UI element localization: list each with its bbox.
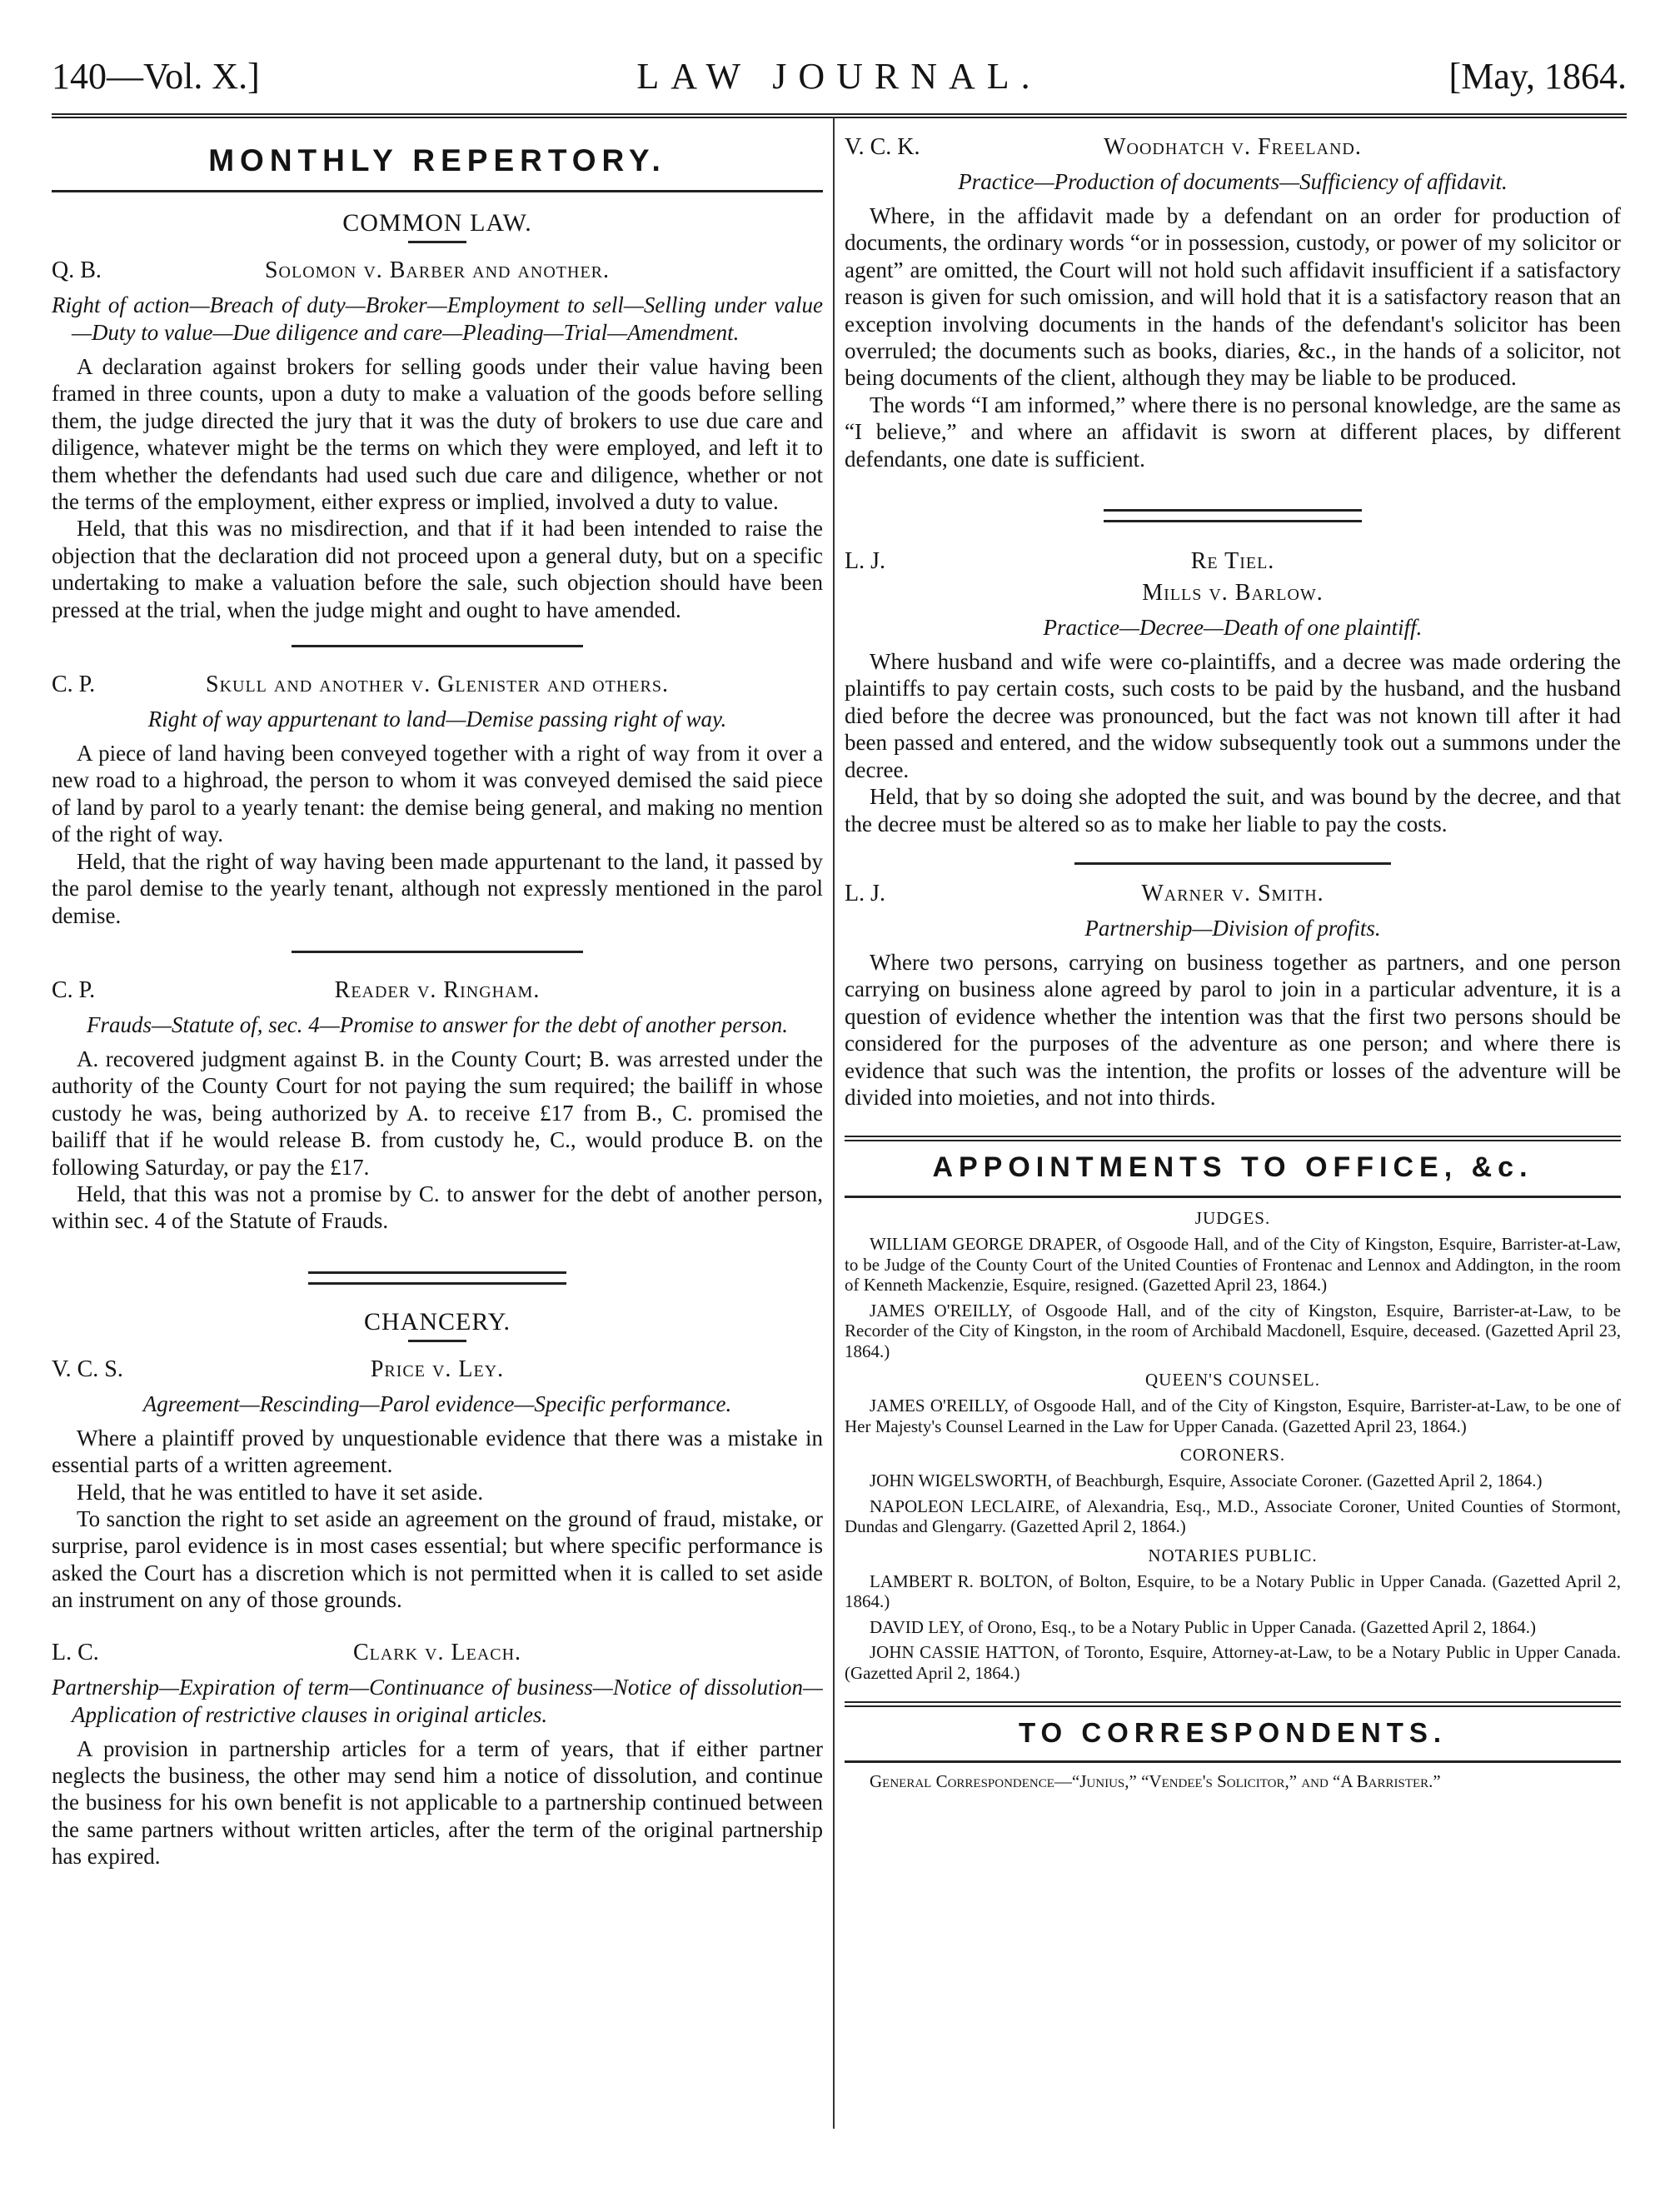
short-rule [408, 241, 466, 243]
appointment-entry: LAMBERT R. BOLTON, of Bolton, Esquire, to be a Notary Public in Upper Canada. (Gazetted April 2, 1864.) [845, 1570, 1621, 1612]
chancery-heading: CHANCERY. [364, 1307, 511, 1336]
case-warner-v-smith [845, 878, 1621, 1111]
appointment-entry: JOHN WIGELSWORTH, of Beachburgh, Esquire, Associate Coroner. (Gazetted April 2, 1864.) [870, 1471, 1543, 1491]
coroners-heading: CORONERS. [1179, 1445, 1286, 1466]
running-head [52, 52, 1627, 102]
appointments-title: APPOINTMENTS TO OFFICE, &c. [845, 1151, 1621, 1198]
case-solomon-v-barber [52, 255, 823, 623]
case-catchwords: Right of way appurtenant to land—Demise passing right of way. [147, 707, 727, 732]
court-label: V. C. K. [845, 134, 920, 160]
case-paragraph: A piece of land having been conveyed together with a right of way from it over a new road to a highroad, the person to whom it was conveyed demised the said piece of land by parol to a yearly tenant: the demise being general, and making no mention of the right of way. [52, 741, 823, 847]
court-label: C. P. [52, 976, 96, 1003]
case-catchwords: Frauds—Statute of, sec. 4—Promise to answer for the debt of another person. [87, 1011, 788, 1037]
correspondents-title: TO CORRESPONDENTS. [845, 1717, 1621, 1763]
case-catchwords: Practice—Decree—Death of one plaintiff. [1043, 615, 1423, 641]
common-law-heading: COMMON LAW. [342, 209, 532, 237]
case-reader-v-ringham [52, 975, 823, 1235]
case-holding: Held, that this was no misdirection, and that if it had been intended to raise the objection that the declaration did not proceed upon a general duty, but on a specific undertaking to make a valuation before the sale, such objection should have been pressed at the trial, when the judge might and ought to have amended. [52, 516, 823, 622]
case-parties: Reader v. Ringham. [334, 976, 541, 1003]
journal-title: LAW JOURNAL. [636, 56, 1042, 97]
court-label: L. J. [845, 880, 885, 906]
case-paragraph: Where two persons, carrying on business together as partners, and one person carrying on business alone agreed by parol to join in a particular adventure, it is a question of evidence whether the intention was that the first two persons should be considered for the purposes of the adventure as one person; and where there is evidence that such was the intention, the profits or losses of the adventure will be divided into moieties, and not into thirds. [845, 949, 1621, 1110]
monthly-repertory-title: MONTHLY REPERTORY. [52, 143, 823, 192]
case-paragraph: To sanction the right to set aside an agreement on the ground of fraud, mistake, or surprise, parol evidence is in most cases essential; but where specific performance is asked the Court has a discretion which is not permitted when it is called to set aside an instrument on any of those grounds. [52, 1505, 823, 1613]
case-catchwords: Practice—Production of documents—Sufficiency of affidavit. [958, 169, 1508, 194]
case-parties: Solomon v. Barber and another. [264, 257, 611, 283]
case-price-v-ley [52, 1354, 823, 1614]
queens-counsel-heading: QUEEN'S COUNSEL. [1145, 1370, 1320, 1391]
separator-rule [292, 645, 583, 647]
left-column [52, 125, 823, 2129]
court-label: Q. B. [52, 257, 102, 283]
appointment-entry: JAMES O'REILLY, of Osgoode Hall, and of the City of Kingston, Esquire, Barrister-at-Law, to be one of Her Majesty's Counsel Learned in the Law for Upper Canada. (Gazetted April 23, 1864.) [845, 1396, 1621, 1436]
case-parties: Re Tiel. [1190, 548, 1275, 575]
header-rule [52, 113, 1627, 118]
court-label: C. P. [52, 672, 96, 698]
case-skull-v-glenister [52, 669, 823, 929]
correspondents-top-rule [845, 1701, 1621, 1707]
court-label: V. C. S. [52, 1356, 123, 1382]
case-paragraph: A provision in partnership articles for a term of years, that if either partner neglects the business, the other may send him a notice of dissolution, and continue the business for his own benefit is not applicable to a partnership continued between the same partners without written articles, after the term of the original partnership has expired. [52, 1735, 823, 1870]
case-heading [845, 132, 1621, 163]
case-woodhatch-v-freeland [845, 132, 1621, 472]
correspondents-text: General Correspondence—“Junius,” “Vendee's Solicitor,” and “A Barrister.” [870, 1771, 1441, 1792]
case-parties: Woodhatch v. Freeland. [1104, 134, 1362, 160]
court-label: L. J. [845, 548, 885, 575]
double-separator-rule [308, 1271, 566, 1285]
separator-rule [292, 951, 583, 953]
case-heading [52, 1354, 823, 1386]
appointments-top-rule [845, 1136, 1621, 1141]
case-paragraph: Where a plaintiff proved by unquestionable evidence that there was a mistake in essential parts of a written agreement. [52, 1425, 823, 1478]
case-heading [845, 878, 1621, 910]
issue-date: [May, 1864. [1448, 56, 1627, 97]
case-catchwords: Agreement—Rescinding—Parol evidence—Specific performance. [142, 1391, 732, 1416]
case-catchwords: Right of action—Breach of duty—Broker—Employment to sell—Selling under value—Duty to value—Due diligence and care—Pleading—Trial—Amendment. [52, 292, 823, 345]
case-paragraph: The words “I am informed,” where there is no personal knowledge, are the same as “I believe,” and where an affidavit is sworn at different places, by different defendants, one date is sufficient. [845, 392, 1621, 472]
case-holding: Held, that the right of way having been made appurtenant to the land, it passed by the parol demise to the yearly tenant, although not expressly mentioned in the parol demise. [52, 848, 823, 928]
judges-heading: JUDGES. [1194, 1208, 1271, 1229]
case-parties: Warner v. Smith. [1141, 880, 1324, 906]
case-heading [52, 975, 823, 1006]
case-re-tiel [845, 546, 1621, 837]
double-separator-rule [1104, 509, 1362, 522]
appointment-entry: JAMES O'REILLY, of Osgoode Hall, and of the city of Kingston, Esquire, Barrister-at-Law, to be Recorder of the City of Kingston, in the room of Archibald Macdonell, Esquire, deceased. (Gazetted April 23, 1864.) [845, 1300, 1621, 1361]
appointment-entry: JOHN CASSIE HATTON, of Toronto, Esquire, Attorney-at-Law, to be a Notary Public in Upper Canada. (Gazetted April 2, 1864.) [845, 1642, 1621, 1683]
case-heading [52, 255, 823, 287]
appointment-entry: DAVID LEY, of Orono, Esq., to be a Notary Public in Upper Canada. (Gazetted April 2, 1864.) [870, 1616, 1536, 1637]
separator-rule [1074, 862, 1391, 865]
short-rule [408, 1340, 466, 1342]
appointment-entry: NAPOLEON LECLAIRE, of Alexandria, Esq., M.D., Associate Coroner, United Counties of Stormont, Dundas and Glengarry. (Gazetted April 2, 1864.) [845, 1495, 1621, 1537]
case-paragraph: A declaration against brokers for selling goods under their value having been framed in three counts, upon a duty to make a valuation of the goods before selling them, the judge directed the jury that it was the duty of brokers to use due care and diligence, whatever might be the terms on which they were employed, and left it to them whether the defendants had used such due care and diligence, whether or not the terms of the employment, either express or implied, involved a duty to value. [52, 354, 823, 515]
case-holding: Held, that he was entitled to have it set aside. [77, 1479, 484, 1505]
case-paragraph: Where husband and wife were co-plaintiffs, and a decree was made ordering the plaintiffs to pay certain costs, such costs to be paid by the husband, and the husband died before the decree was pronounced, but the fact was not known till after it had been passed and entered, and the widow subsequently took out a summons under the decree. [845, 649, 1621, 782]
case-paragraph: A. recovered judgment against B. in the County Court; B. was arrested under the authority of the County Court for not paying the sum required; the bailiff in whose custody he was, being authorized by A. to receive £17 from B., C. promised the bailiff that if he would release B. from custody he, C., would produce B. on the following Saturday, or pay the £17. [52, 1046, 823, 1180]
case-heading [52, 1637, 823, 1669]
column-divider [833, 117, 835, 2129]
case-parties: Skull and another v. Glenister and others. [206, 672, 669, 698]
case-holding: Held, that by so doing she adopted the suit, and was bound by the decree, and that the decree must be altered so as to make her liable to pay the costs. [845, 784, 1621, 836]
case-holding: Held, that this was not a promise by C. to answer for the debt of another person, within sec. 4 of the Statute of Frauds. [52, 1181, 823, 1234]
case-parties: Price v. Ley. [370, 1356, 505, 1382]
court-label: L. C. [52, 1639, 99, 1665]
volume-page-number: 140—Vol. X.] [52, 56, 260, 97]
case-catchwords: Partnership—Division of profits. [1084, 915, 1381, 941]
case-heading [52, 669, 823, 701]
right-column [845, 125, 1621, 2129]
case-catchwords: Partnership—Expiration of term—Continuance of business—Notice of dissolution—Application of restrictive clauses in original articles. [52, 1674, 823, 1727]
appointment-entry: WILLIAM GEORGE DRAPER, of Osgoode Hall, and of the City of Kingston, Esquire, Barrister-at-Law, to be Judge of the County Court of the United Counties of Frontenac and Lennox and Addington, in the room of Kenneth Mackenzie, Esquire, resigned. (Gazetted April 23, 1864.) [845, 1234, 1621, 1296]
case-heading [845, 546, 1621, 577]
case-parties: Clark v. Leach. [352, 1639, 522, 1665]
notaries-heading: NOTARIES PUBLIC. [1148, 1545, 1318, 1565]
case-sub-parties: Mills v. Barlow. [1142, 580, 1324, 607]
case-clark-v-leach [52, 1637, 823, 1870]
case-paragraph: Where, in the affidavit made by a defendant on an order for production of documents, the ordinary words “or in possession, custody, or power of my solicitor or agent” are omitted, the Court will not hold such affidavit insufficient if a satisfactory reason is given for such omission, and will hold that it is a satisfactory reason that an exception involving documents in the hands of the defendant's solicitor has been overruled; the documents such as books, diaries, &c., in the hands of a solicitor, not being documents of the client, although they may be liable to be produced. [845, 203, 1621, 391]
